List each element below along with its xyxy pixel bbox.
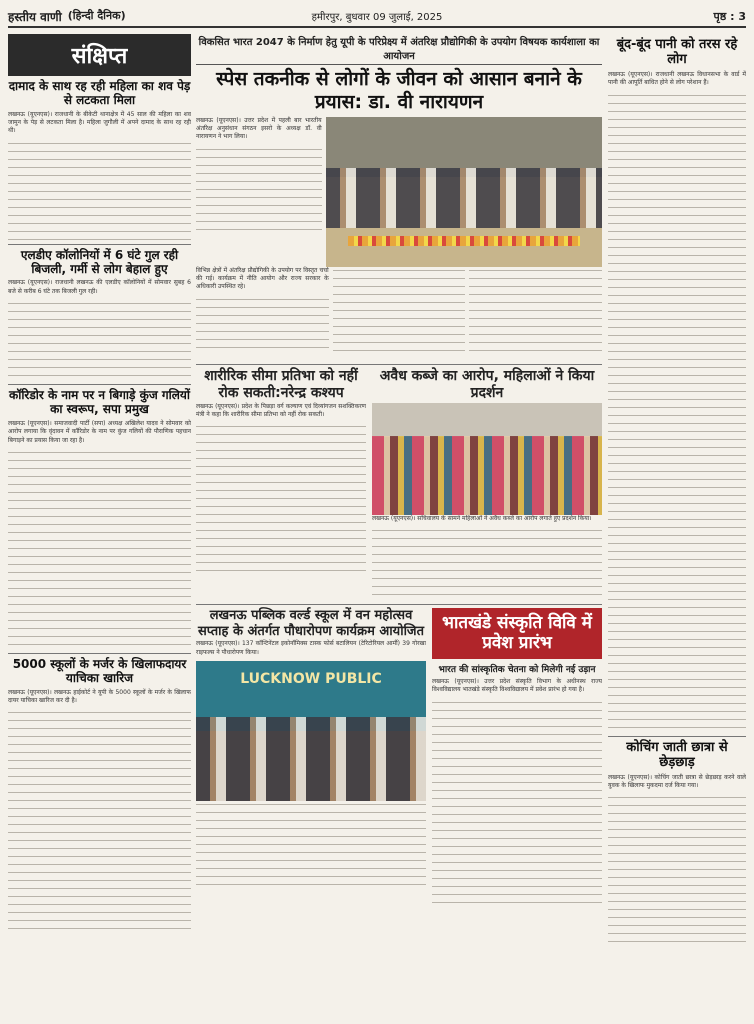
story-2-lead: लखनऊ (यूएनएस)। प्रदेश के पिछड़ा वर्ग कल्याण एवं दिव्यांगजन सशक्तिकरण मंत्री ने कहा कि शारीरिक सीमा प्रतिभा को नहीं रोक सकती। [196, 402, 366, 418]
right-story-1-lead: लखनऊ (यूएनएस)। राजधानी लखनऊ विधानसभा के वार्ड में पानी की आपूर्ति बाधित होने से लोग परेशान हैं। [608, 70, 746, 87]
left-story-4-body [8, 709, 191, 929]
left-story-1-body [8, 140, 191, 240]
left-column [8, 34, 191, 1019]
left-story-2-body [8, 300, 191, 380]
divider [8, 653, 191, 654]
story-3-lead: लखनऊ (यूएनएस)। सचिवालय के सामने महिलाओं ने अवैध कब्जे का आरोप लगाते हुए प्रदर्शन किया। [372, 514, 592, 522]
lead-text-bottom [196, 267, 602, 361]
right-story-1-headline: बूंद-बूंद पानी को तरस रहे लोग [616, 37, 738, 67]
story-5-headline: भातखंडे संस्कृति विवि में प्रवेश प्रारंभ [432, 608, 602, 659]
masthead [8, 6, 746, 28]
right-story-2-headline: कोचिंग जाती छात्रा से छेड़छाड़ [626, 739, 728, 770]
left-story-3-lead: लखनऊ (यूएनएस)। समाजवादी पार्टी (सपा) अध्यक्ष अखिलेश यादव ने सोमवार को आरोप लगाया कि वृंदावन में कॉरिडोर के नाम पर कुंज गलियों की पौराणिक पहचान बिगाड़ने का प्रयास किया जा रहा है। [8, 419, 191, 444]
school-banner-text: LUCKNOW PUBLIC [240, 671, 382, 688]
left-story-1-lead: लखनऊ (यूएनएस)। राजधानी के बीकेटी थानाक्षेत्र में 45 साल की महिला का शव जामुन के पेड़ से लटकता मिला है। महिला जुगौली में अपने दामाद के साथ रह रही थी। [8, 110, 191, 135]
divider [196, 364, 602, 365]
right-story-2-lead: लखनऊ (यूएनएस)। कोचिंग जाती छात्रा से छेड़छाड़ करने वाले युवक के खिलाफ मुकदमा दर्ज किया गया। [608, 773, 746, 789]
lead-body [469, 267, 602, 357]
story-3-headline: अवैध कब्जे का आरोप, महिलाओं ने किया प्रदर्शन [379, 367, 595, 402]
lead-body [196, 146, 322, 236]
left-story-4-lead: लखनऊ (यूएनएस)। लखनऊ हाईकोर्ट ने यूपी के 5000 स्कूलों के मर्जर के खिलाफ दायर याचिका खारिज कर दी है। [8, 688, 191, 704]
page-number: पृष्ठ : 3 [713, 9, 746, 23]
story-5-lead: लखनऊ (यूएनएस)। उत्तर प्रदेश संस्कृति विभाग के अधीनस्थ राज्य विश्वविद्यालय भातखंडे संस्कृति विश्वविद्यालय में प्रवेश प्रारंभ हो गया है। [432, 677, 602, 694]
left-story-2-headline: एलडीए कॉलोनियों में 6 घंटे गुल रही बिजली, गर्मी से लोग बेहाल हुए [20, 247, 179, 276]
dignitaries [326, 168, 602, 228]
divider [8, 244, 191, 245]
story-3-body [372, 527, 602, 597]
plantation-photo [196, 661, 426, 801]
story-2-headline: शारीरिक सीमा प्रतिभा को नहीं रोक सकती:नरेन्द्र कश्यप [204, 367, 358, 402]
dateline: हमीरपुर, बुधवार 09 जुलाई, 2025 [311, 12, 443, 23]
publication-edition: (हिन्दी दैनिक) [67, 8, 126, 22]
protest-photo [372, 403, 602, 515]
main-column [196, 34, 602, 1019]
right-story-1-body [608, 92, 746, 732]
lead-body [333, 267, 466, 357]
right-column [608, 34, 746, 1019]
left-story-2-lead: लखनऊ (यूएनएस)। राजधानी लखनऊ की एलडीए कॉलोनियों में सोमवार सुबह 6 बजे से करीब 6 घंटे तक बिजली गुल रही। [8, 279, 191, 295]
left-story-3-headline: कॉरिडोर के नाम पर न बिगाड़े कुंज गलियों का स्वरूप, सपा प्रमुख [9, 388, 190, 416]
story-2-body [196, 423, 366, 573]
right-story-2-body [608, 794, 746, 944]
lead-paragraph-2: विभिन्न क्षेत्रों में अंतरिक्ष प्रौद्योगिकी के उपयोग पर विस्तृत चर्चा की गई। कार्यक्रम में नीति आयोग और राज्य सरकार के अधिकारी उपस्थित रहे। [196, 266, 329, 291]
divider [608, 736, 746, 737]
flower-decoration [348, 236, 580, 246]
divider [8, 384, 191, 385]
left-story-1-headline: दामाद के साथ रह रही महिला का शव पेड़ से लटकता मिला [8, 79, 191, 107]
event-participants [196, 717, 426, 801]
bottom-row [196, 608, 602, 913]
story-4-body [196, 801, 426, 891]
protesters [372, 436, 602, 514]
middle-row [196, 368, 602, 601]
lead-headline: स्पेस तकनीक से लोगों के जीवन को आसान बनाने के प्रयास: डा. वी नारायणन [216, 68, 582, 113]
left-story-4-headline: 5000 स्कूलों के मर्जर के खिलाफदायर याचिका खारिज [12, 656, 187, 685]
section-banner: संक्षिप्त [8, 34, 191, 76]
lead-paragraph-1: लखनऊ (यूएनएस)। उत्तर प्रदेश में पहली बार भारतीय अंतरिक्ष अनुसंधान संगठन इसरो के अध्यक्ष डॉ. वी नारायणन ने भाग लिया। [196, 116, 322, 141]
lead-photo [326, 117, 602, 267]
publication-title: हस्तीय वाणी [8, 9, 62, 24]
lead-text-top [196, 117, 602, 267]
story-5-subhead: भारत की सांस्कृतिक चेतना को मिलेगी नई उड़ान [438, 664, 596, 675]
lead-kicker: विकसित भारत 2047 के निर्माण हेतु यूपी के परिप्रेक्ष्य में अंतरिक्ष प्रौद्योगिकी के उपयोग विषयक कार्यशाला का आयोजन [196, 34, 602, 65]
left-story-3-body [8, 449, 191, 649]
story-4-lead: लखनऊ (यूएनएस)। 137 कॉन्टिनेंटल इकोनॉमिक्स टास्क फोर्स बटालियन (टेरिटोरियल आर्मी) 39 गोरखा राइफल्स ने पौधारोपण किया। [196, 640, 426, 656]
divider [196, 604, 602, 605]
story-4-headline: लखनऊ पब्लिक वर्ल्ड स्कूल में वन महोत्सव सप्ताह के अंतर्गत पौधारोपण कार्यक्रम आयोजित [197, 607, 424, 640]
lead-body [196, 296, 329, 354]
story-5-body [432, 699, 602, 909]
